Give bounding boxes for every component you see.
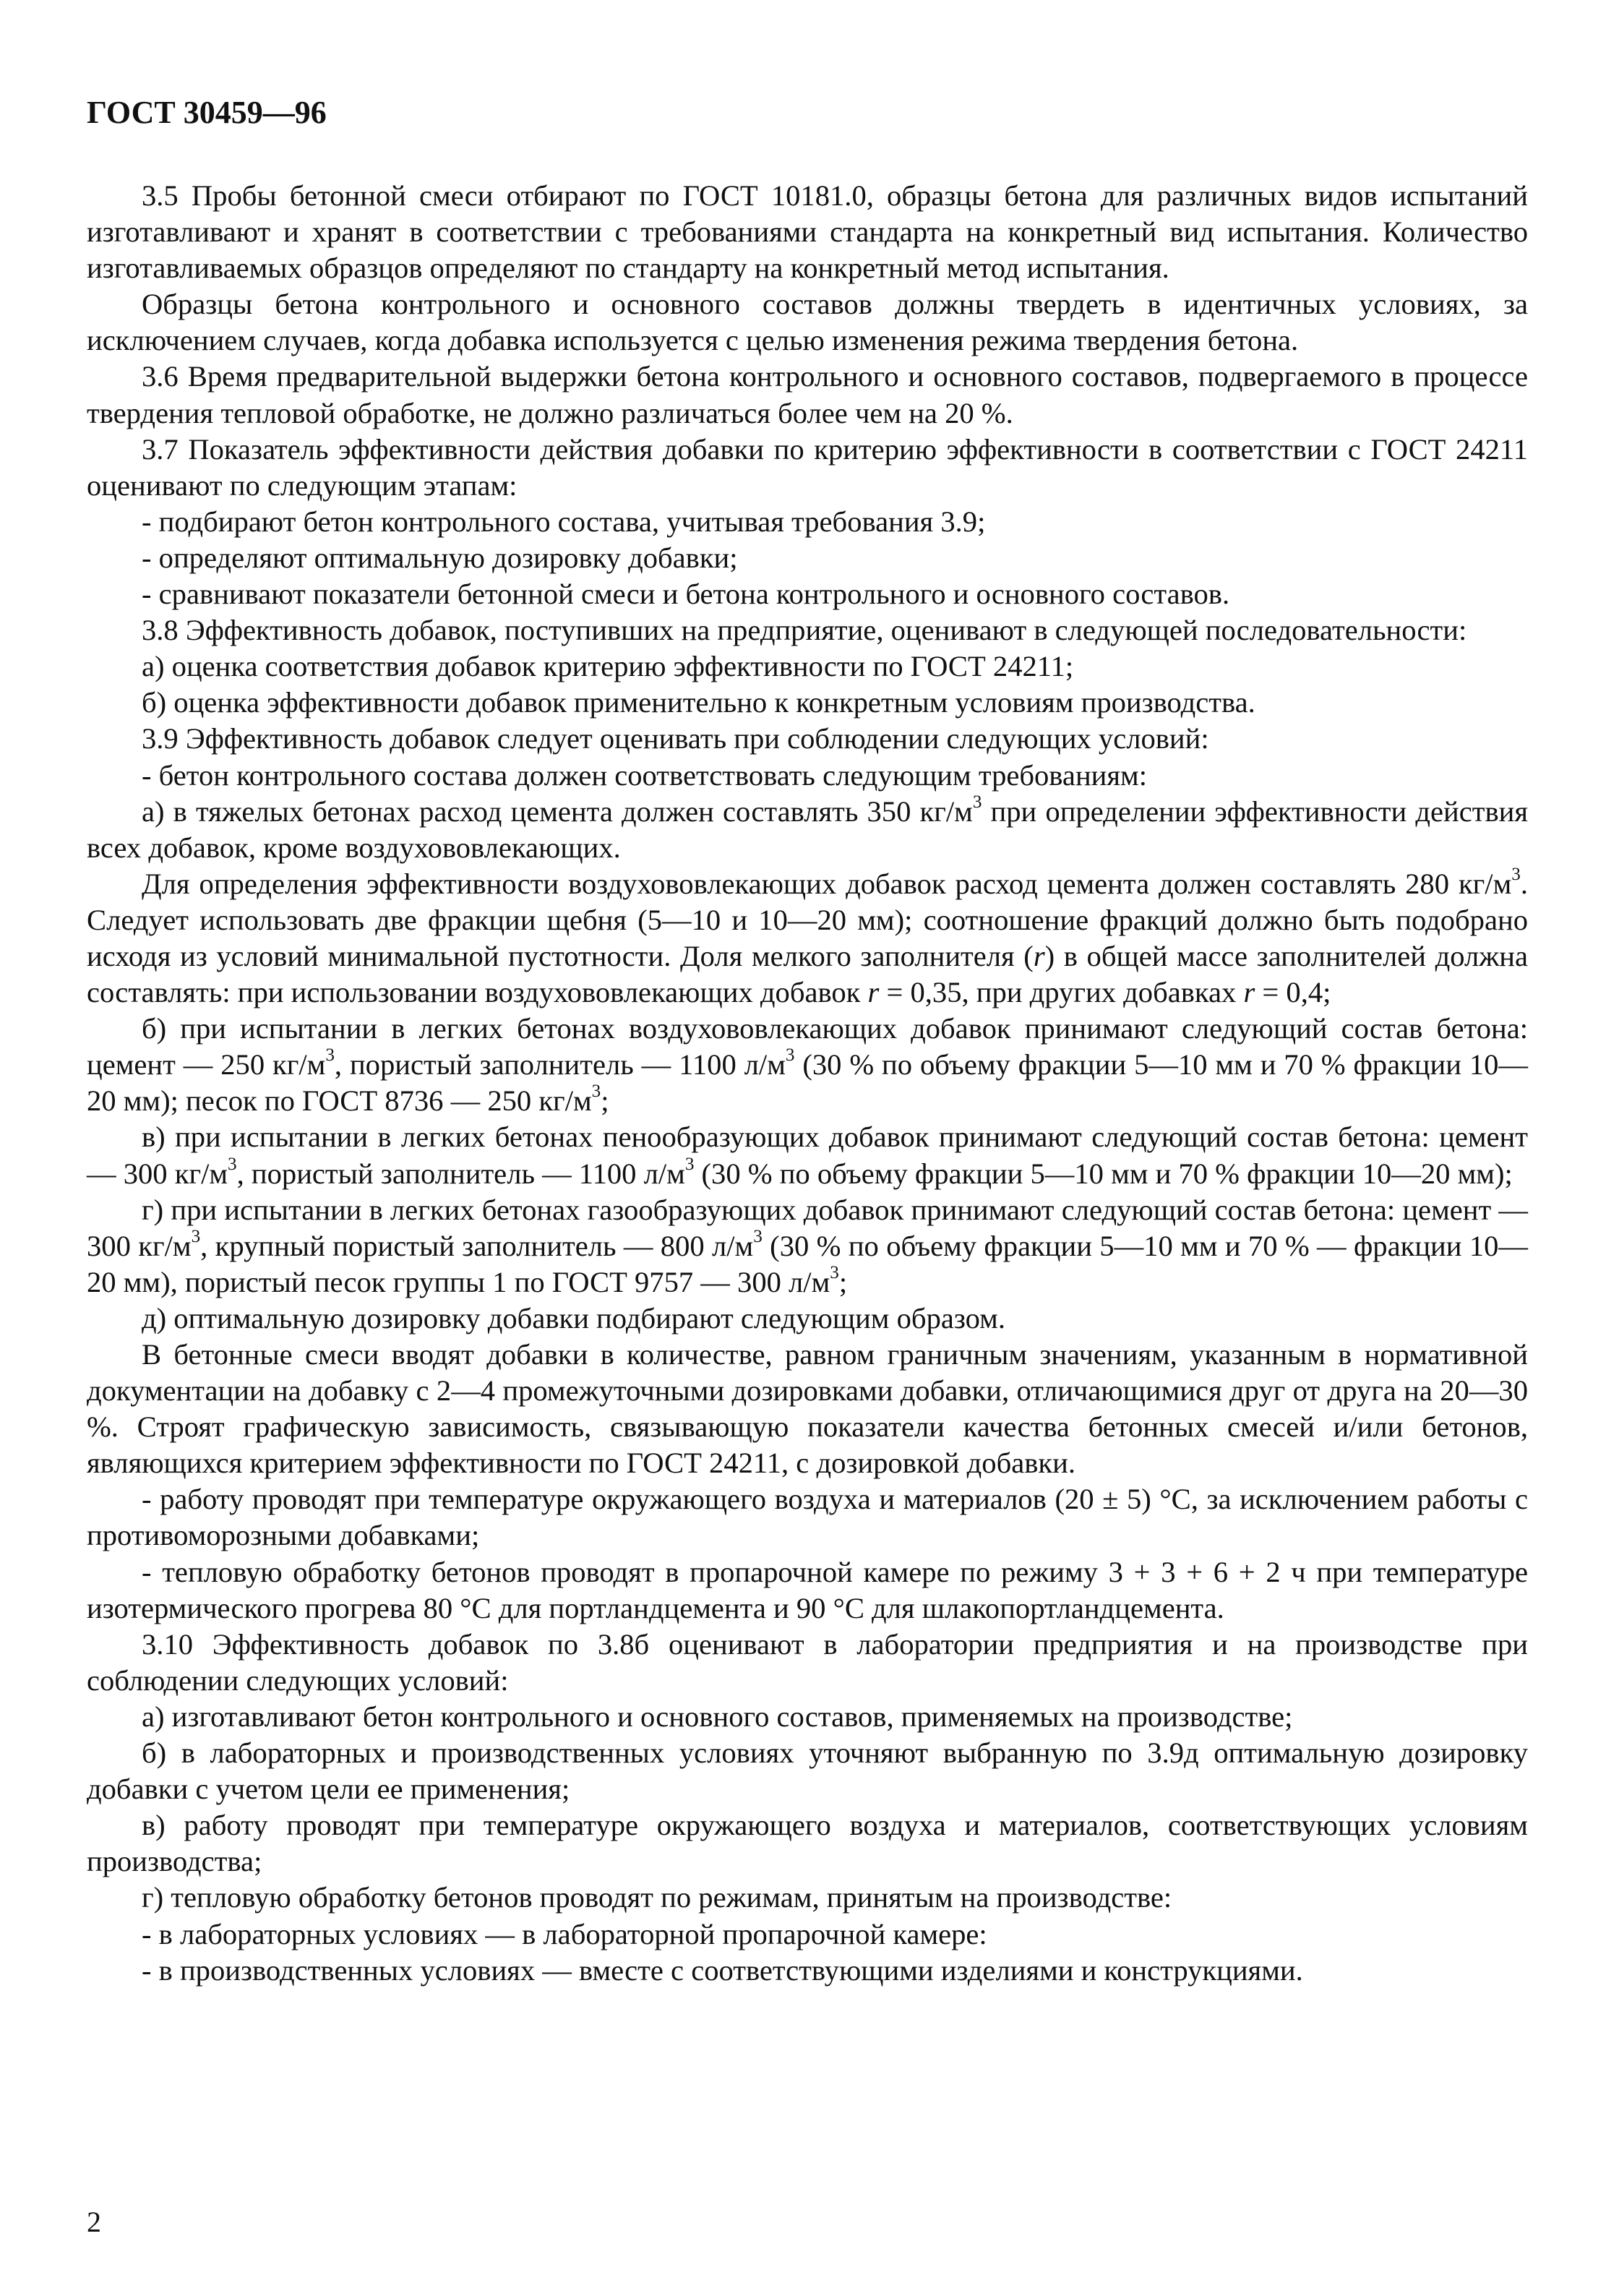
paragraph-3-9-b: б) при испытании в легких бетонах воздухововлекающих добавок принимают следующий состав бетона: цемент — 250 $кг/м^3$, пористый заполнитель — 1100 $л/м^3$ (30 % по объему фракции 5—10 мм и 70 % фракции 10—20 мм); песок по ГОСТ 8736 — 250 $кг/м^3$; — [87, 1012, 1528, 1118]
list-item: г) тепловую обработку бетонов проводят по режимам, принятым на производстве: — [142, 1881, 1172, 1914]
paragraph-3-8: 3.8 Эффективность добавок, поступивших на предприятие, оценивают в следующей последовательности: — [142, 614, 1467, 647]
list-item: а) изготавливают бетон контрольного и основного составов, применяемых на производстве; — [142, 1700, 1293, 1733]
paragraph-3-9-a: а) в тяжелых бетонах расход цемента должен составлять 350 $кг/м^3$ при определении эффективности действия всех добавок, кроме воздухововлекающих. — [87, 792, 1528, 864]
paragraph-samples: Образцы бетона контрольного и основного составов должны твердеть в идентичных условиях, за исключением случаев, когда добавка используется с целью изменения режима твердения бетона. — [87, 288, 1528, 357]
list-item: б) в лабораторных и производственных условиях уточняют выбранную по 3.9д оптимальную дозировку добавки с учетом цели ее применения; — [87, 1736, 1528, 1806]
document-body — [87, 178, 1528, 1989]
paragraph-3-9-g: г) при испытании в легких бетонах газообразующих добавок принимают следующий состав бетона: цемент — 300 $кг/м^3$, крупный пористый заполнитель — 800 $л/м^3$ (30 % по объему фракции 5—10 мм и 70 % — фракции 10—20 мм), пористый песок группы 1 по ГОСТ 9757 — 300 $л/м^3$; — [87, 1193, 1528, 1298]
paragraph-temperature: - работу проводят при температуре окружающего воздуха и материалов (20 ± 5) °С, за исключением работы с противоморозными добавками; — [87, 1483, 1528, 1552]
page-number: 2 — [87, 2206, 101, 2238]
paragraph-heat-treatment: - тепловую обработку бетонов проводят в пропарочной камере по режиму 3 + 3 + 6 + 2 ч при температуре изотермического прогрева 80 °С для портландцемента и 90 °С для шлакопортландцемента. — [87, 1555, 1528, 1624]
list-item: - подбирают бетон контрольного состава, учитывая требования 3.9; — [142, 505, 986, 538]
paragraph-3-6: 3.6 Время предварительной выдержки бетона контрольного и основного составов, подвергаемого в процессе твердения тепловой обработке, не должно различаться более чем на 20 %. — [87, 360, 1528, 429]
list-item: в) работу проводят при температуре окружающего воздуха и материалов, соответствующих условиям производства; — [87, 1809, 1528, 1878]
list-item: - бетон контрольного состава должен соответствовать следующим требованиям: — [142, 758, 1147, 792]
list-item: а) оценка соответствия добавок критерию эффективности по ГОСТ 24211; — [142, 650, 1074, 683]
list-item: - в производственных условиях — вместе с соответствующими изделиями и конструкциями. — [142, 1953, 1303, 1987]
paragraph-3-10: 3.10 Эффективность добавок по 3.8б оценивают в лаборатории предприятия и на производстве при соблюдении следующих условий: — [87, 1627, 1528, 1697]
paragraph-3-9-v: в) при испытании в легких бетонах пенообразующих добавок принимают следующий состав бетона: цемент — 300 $кг/м^3$, пористый заполнитель — 1100 $л/м^3$ (30 % по объему фракции 5—10 мм и 70 % фракции 10—20 мм); — [87, 1121, 1528, 1190]
paragraph-3-9-d: д) оптимальную дозировку добавки подбирают следующим образом. — [142, 1301, 1005, 1335]
list-item: - сравнивают показатели бетонной смеси и бетона контрольного и основного составов. — [142, 578, 1230, 611]
paragraph-dosage: В бетонные смеси вводят добавки в количестве, равном граничным значениям, указанным в нормативной документации на добавку с 2—4 промежуточными дозировками добавки, отличающимися друг от друга на 20—30 %. Строят графическую зависимость, связывающую показатели качества бетонных смесей и/или бетонов, являющихся критерием эффективности по ГОСТ 24211, с дозировкой добавки. — [87, 1338, 1528, 1480]
paragraph-3-7: 3.7 Показатель эффективности действия добавки по критерию эффективности в соответствии с ГОСТ 24211 оценивают по следующим этапам: — [87, 432, 1528, 502]
list-item: - определяют оптимальную дозировку добавки; — [142, 541, 738, 574]
paragraph-3-9: 3.9 Эффективность добавок следует оценивать при соблюдении следующих условий: — [142, 722, 1209, 755]
list-item: б) оценка эффективности добавок применительно к конкретным условиям производства. — [142, 686, 1255, 719]
paragraph-3-5: 3.5 Пробы бетонной смеси отбирают по ГОСТ 10181.0, образцы бетона для различных видов испытаний изготавливают и хранят в соответствии с требованиями стандарта на конкретный вид испытания. Количество изготавливаемых образцов определяют по стандарту на конкретный метод испытания. — [87, 179, 1528, 285]
paragraph-air-entraining: Для определения эффективности воздухововлекающих добавок расход цемента должен составлять 280 $кг/м^3$. Следует использовать две фракции щебня (5—10 и 10—20 мм); соотношение фракций должно быть подобрано исходя из условий минимальной пустотности. Доля мелкого заполнителя (r) в общей массе заполнителей должна составлять: при использовании воздухововлекающих добавок r = 0,35, при других добавках r = 0,4; — [87, 864, 1529, 1009]
document-header: ГОСТ 30459—96 — [87, 95, 327, 130]
list-item: - в лабораторных условиях — в лабораторной пропарочной камере: — [142, 1917, 987, 1950]
